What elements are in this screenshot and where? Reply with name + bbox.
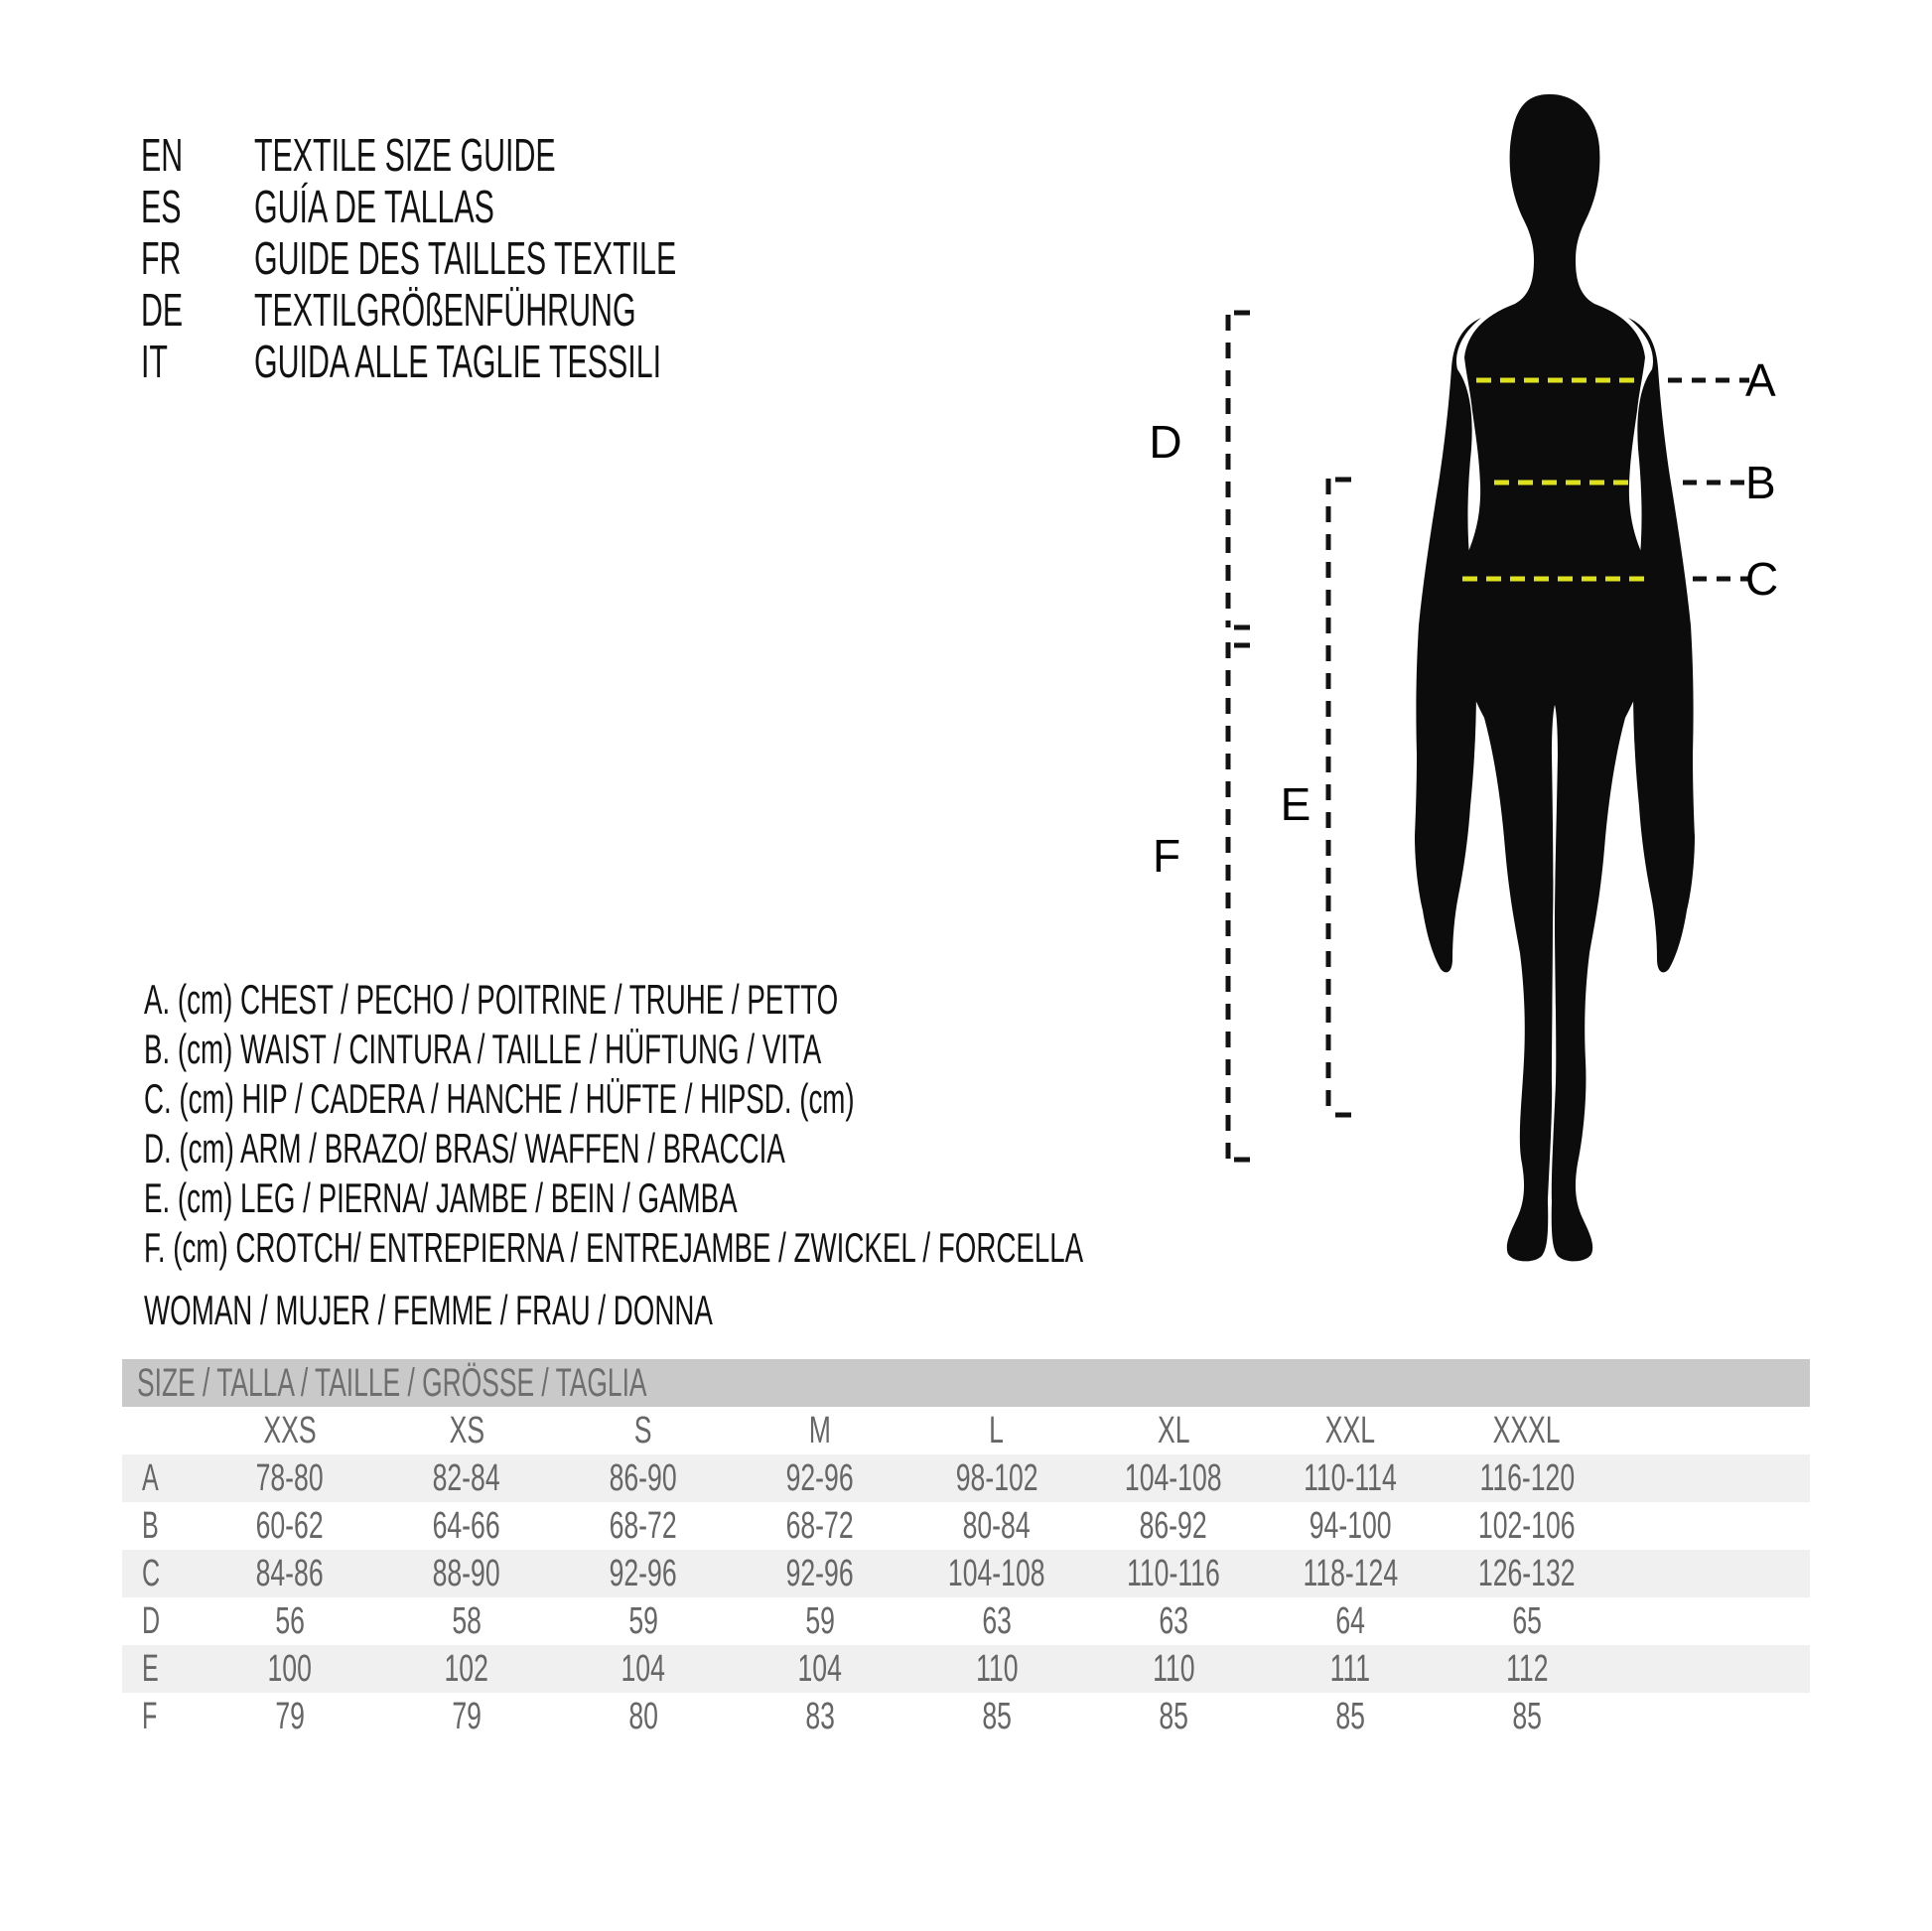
language-title: GUIDE DES TAILLES TEXTILE xyxy=(254,232,677,284)
size-table-row-label: F xyxy=(142,1696,158,1737)
size-table-row xyxy=(122,1597,1810,1645)
language-code: DE xyxy=(141,284,184,336)
size-table-row xyxy=(122,1693,1810,1740)
size-table-cell: 104 xyxy=(797,1648,843,1690)
size-table-header-text: SIZE / TALLA / TAILLE / GRÖSSE / TAGLIA xyxy=(137,1361,647,1405)
size-table-cell: 59 xyxy=(805,1600,835,1642)
size-table-cell: 92-96 xyxy=(785,1457,855,1499)
measure-legend-text: E. (cm) LEG / PIERNA/ JAMBE / BEIN / GAMBA xyxy=(144,1174,738,1221)
size-column-header: XXS xyxy=(263,1410,317,1451)
category-line-text: WOMAN / MUJER / FEMME / FRAU / DONNA xyxy=(144,1287,713,1333)
size-table-cell: 104-108 xyxy=(948,1553,1045,1594)
language-title: GUIDA ALLE TAGLIE TESSILI xyxy=(254,336,662,387)
size-column-header: XS xyxy=(449,1410,484,1451)
size-table-cell: 98-102 xyxy=(955,1457,1038,1499)
size-table-row-label: B xyxy=(142,1505,159,1547)
size-table-cell: 111 xyxy=(1329,1648,1371,1690)
size-table-cell: 86-92 xyxy=(1139,1505,1208,1547)
figure-svg xyxy=(993,60,1932,1301)
size-table-cell: 102 xyxy=(444,1648,489,1690)
waist-letter-label: B xyxy=(1745,457,1776,508)
size-table-row-label: E xyxy=(142,1648,159,1690)
language-code: ES xyxy=(141,181,182,232)
size-table-cell: 83 xyxy=(805,1696,835,1737)
language-code: FR xyxy=(141,232,182,284)
measure-legend-text: B. (cm) WAIST / CINTURA / TAILLE / HÜFTUNG / VITA xyxy=(144,1026,822,1072)
size-table-cell: 68-72 xyxy=(785,1505,855,1547)
size-table-row-label: A xyxy=(142,1457,159,1499)
size-table-row-label: C xyxy=(142,1553,161,1594)
size-table-cell: 118-124 xyxy=(1303,1553,1398,1594)
language-title: TEXTILE SIZE GUIDE xyxy=(254,129,556,181)
size-table-body xyxy=(122,1454,1810,1740)
woman-silhouette-figure xyxy=(993,60,1932,1301)
size-table-cell: 88-90 xyxy=(432,1553,501,1594)
language-title: TEXTILGRÖßENFÜHRUNG xyxy=(254,284,636,336)
size-table-cell: 92-96 xyxy=(609,1553,678,1594)
size-table-cell: 59 xyxy=(628,1600,658,1642)
size-table-cell: 82-84 xyxy=(432,1457,501,1499)
size-table-sizes-row xyxy=(122,1407,1810,1454)
size-column-header: M xyxy=(808,1410,832,1451)
size-column-header: L xyxy=(989,1410,1005,1451)
measure-legend-text: D. (cm) ARM / BRAZO/ BRAS/ WAFFEN / BRACCIA xyxy=(144,1125,785,1172)
size-table-cell: 92-96 xyxy=(785,1553,855,1594)
size-table-cell: 94-100 xyxy=(1309,1505,1392,1547)
size-table-cell: 68-72 xyxy=(609,1505,678,1547)
size-column-header: XXXL xyxy=(1492,1410,1562,1451)
size-table-cell: 110 xyxy=(975,1648,1019,1690)
size-table-cell: 65 xyxy=(1512,1600,1542,1642)
size-table-cell: 78-80 xyxy=(255,1457,325,1499)
measure-legend-text: A. (cm) CHEST / PECHO / POITRINE / TRUHE / PETTO xyxy=(144,976,839,1023)
size-table-row xyxy=(122,1454,1810,1502)
size-column-header: XXL xyxy=(1324,1410,1376,1451)
category-line xyxy=(144,1289,1006,1332)
size-table-cell: 79 xyxy=(275,1696,305,1737)
size-table-cell: 104-108 xyxy=(1125,1457,1222,1499)
hip-letter-label: C xyxy=(1745,553,1779,605)
size-table-cell: 56 xyxy=(275,1600,305,1642)
size-table-cell: 80-84 xyxy=(962,1505,1032,1547)
size-table-cell: 85 xyxy=(1335,1696,1365,1737)
woman-silhouette-body xyxy=(1453,94,1655,1261)
size-column-header: XL xyxy=(1157,1410,1190,1451)
size-table-cell: 64 xyxy=(1335,1600,1365,1642)
measure-legend-text: C. (cm) HIP / CADERA / HANCHE / HÜFTE / HIPSD. (cm) xyxy=(144,1075,855,1122)
language-code: IT xyxy=(141,336,168,387)
size-table-row xyxy=(122,1645,1810,1693)
woman-silhouette-right-arm xyxy=(1628,318,1695,972)
sizes-row-empty-cell xyxy=(122,1407,202,1454)
size-table-cell: 112 xyxy=(1505,1648,1549,1690)
size-table xyxy=(122,1359,1810,1740)
chest-letter-label: A xyxy=(1745,354,1776,406)
size-table-cell: 100 xyxy=(267,1648,313,1690)
size-table-cell: 63 xyxy=(982,1600,1012,1642)
size-table-cell: 110-114 xyxy=(1304,1457,1397,1499)
crotch-letter-label: F xyxy=(1152,830,1181,882)
language-code: EN xyxy=(141,129,184,181)
size-table-cell: 64-66 xyxy=(432,1505,501,1547)
size-table-cell: 102-106 xyxy=(1478,1505,1576,1547)
size-table-cell: 85 xyxy=(1512,1696,1542,1737)
size-table-cell: 85 xyxy=(982,1696,1012,1737)
language-title: GUÍA DE TALLAS xyxy=(254,181,494,232)
size-column-header: S xyxy=(634,1410,652,1451)
size-table-cell: 86-90 xyxy=(609,1457,678,1499)
arm-letter-label: D xyxy=(1149,416,1182,468)
size-table-row xyxy=(122,1550,1810,1597)
size-table-cell: 63 xyxy=(1159,1600,1188,1642)
woman-silhouette-left-arm xyxy=(1415,318,1481,972)
size-table-header-bar xyxy=(122,1359,1810,1407)
size-table-cell: 60-62 xyxy=(255,1505,325,1547)
size-table-cell: 126-132 xyxy=(1478,1553,1576,1594)
leg-letter-label: E xyxy=(1280,778,1311,830)
size-table-cell: 84-86 xyxy=(255,1553,325,1594)
size-table-cell: 104 xyxy=(621,1648,666,1690)
size-table-cell: 79 xyxy=(452,1696,482,1737)
size-table-cell: 85 xyxy=(1159,1696,1188,1737)
size-table-cell: 116-120 xyxy=(1479,1457,1575,1499)
size-table-cell: 80 xyxy=(628,1696,658,1737)
size-table-row-label: D xyxy=(142,1600,161,1642)
measure-legend-text: F. (cm) CROTCH/ ENTREPIERNA / ENTREJAMBE / ZWICKEL / FORCELLA xyxy=(144,1224,1084,1271)
size-table-row xyxy=(122,1502,1810,1550)
size-table-cell: 58 xyxy=(452,1600,482,1642)
size-table-cell: 110 xyxy=(1152,1648,1195,1690)
size-table-cell: 110-116 xyxy=(1127,1553,1220,1594)
